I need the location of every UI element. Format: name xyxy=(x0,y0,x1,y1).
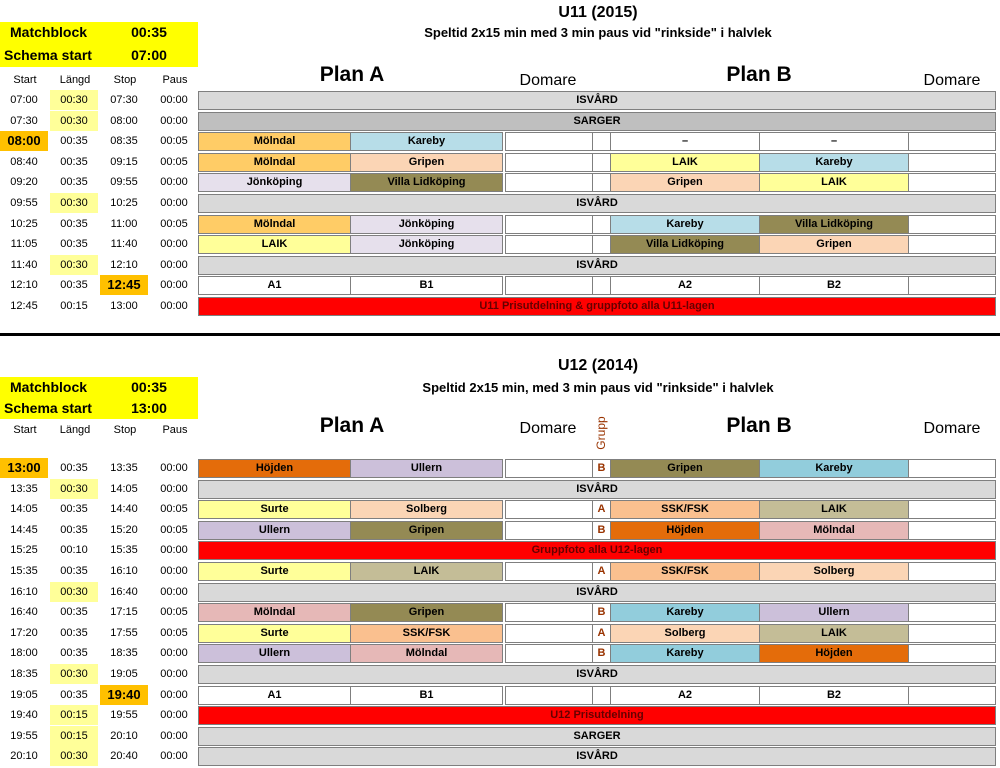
plan-a-team: Solberg xyxy=(350,500,503,519)
pause: 00:00 xyxy=(160,709,188,722)
start-time: 14:45 xyxy=(10,523,38,536)
u12-plan-b-heading: Plan B xyxy=(726,414,792,437)
u12-header-stop: Stop xyxy=(113,424,137,436)
pause: 00:00 xyxy=(160,114,188,127)
stop-time: 15:20 xyxy=(110,523,138,536)
referee-a-cell xyxy=(505,235,593,254)
group-cell xyxy=(592,173,611,192)
start-time: 07:00 xyxy=(10,94,38,106)
stop-time: 16:10 xyxy=(110,565,138,577)
plan-b-team: SSK/FSK xyxy=(610,562,760,581)
duration: 00:35 xyxy=(60,462,88,474)
u11-schema-value: 07:00 xyxy=(100,43,198,67)
plan-a-team: A1 xyxy=(198,276,351,295)
referee-a-cell xyxy=(505,215,593,234)
stop-time: 11:00 xyxy=(110,217,138,230)
referee-a-cell xyxy=(505,603,593,622)
full-width-event: ISVÅRD xyxy=(198,91,996,110)
referee-a-cell xyxy=(505,521,593,540)
u11-header-langd: Längd xyxy=(59,74,91,86)
plan-b-team: B2 xyxy=(759,686,909,705)
section-divider xyxy=(0,333,1000,336)
full-width-event: Gruppfoto alla U12-lagen xyxy=(198,541,996,560)
full-width-event: ISVÅRD xyxy=(198,583,996,602)
plan-b-team: Höjden xyxy=(610,521,760,540)
stop-time: 20:40 xyxy=(110,750,138,763)
group-cell: A xyxy=(592,562,611,581)
pause: 00:00 xyxy=(160,750,188,763)
u12-plan-a-heading: Plan A xyxy=(319,414,385,437)
start-time: 19:55 xyxy=(10,729,38,742)
stop-time: 16:40 xyxy=(110,585,138,598)
duration: 00:35 xyxy=(60,688,88,701)
plan-a-team: SSK/FSK xyxy=(350,624,503,643)
group-cell: B xyxy=(592,644,611,663)
u12-column-headers xyxy=(0,424,200,440)
start-time: 13:00 xyxy=(0,458,48,478)
plan-b-team: Villa Lidköping xyxy=(759,215,909,234)
plan-a-team: Gripen xyxy=(350,153,503,172)
duration: 00:35 xyxy=(60,238,88,251)
plan-b-team: Kareby xyxy=(610,215,760,234)
duration: 00:30 xyxy=(50,664,98,684)
plan-b-team: A2 xyxy=(610,276,760,295)
pause: 00:00 xyxy=(160,729,188,742)
plan-a-team: Surte xyxy=(198,624,351,643)
referee-a-cell xyxy=(505,686,593,705)
group-cell xyxy=(592,153,611,172)
duration: 00:10 xyxy=(60,544,88,557)
plan-a-team: B1 xyxy=(350,686,503,705)
u12-domare-a-heading: Domare xyxy=(519,420,577,437)
plan-b-team: – xyxy=(610,132,760,151)
duration: 00:35 xyxy=(60,176,88,189)
plan-a-team: Ullern xyxy=(198,644,351,663)
u12-grupp-heading xyxy=(592,410,610,456)
referee-b-cell xyxy=(908,686,996,705)
start-time: 18:00 xyxy=(10,647,38,660)
duration: 00:35 xyxy=(60,565,88,577)
group-cell xyxy=(592,686,611,705)
full-width-event: U12 Prisutdelning xyxy=(198,706,996,725)
duration: 00:35 xyxy=(60,279,88,292)
full-width-event: SARGER xyxy=(198,727,996,746)
group-cell: B xyxy=(592,459,611,478)
full-width-event: ISVÅRD xyxy=(198,747,996,766)
u11-title: U11 (2015) xyxy=(558,4,638,21)
plan-a-team: Mölndal xyxy=(198,215,351,234)
u11-schema-label: Schema start xyxy=(0,43,100,67)
stop-time: 17:55 xyxy=(110,626,138,639)
u11-subtitle: Speltid 2x15 min med 3 min paus vid "rinkside" i halvlek xyxy=(424,25,772,40)
referee-b-cell xyxy=(908,644,996,663)
pause: 00:00 xyxy=(160,647,188,660)
start-time: 11:40 xyxy=(10,258,38,271)
u12-header-langd: Längd xyxy=(59,424,91,436)
duration: 00:35 xyxy=(60,606,88,619)
u12-matchblock-label: Matchblock xyxy=(0,377,100,398)
referee-a-cell xyxy=(505,644,593,663)
referee-b-cell xyxy=(908,153,996,172)
stop-time: 15:35 xyxy=(110,544,138,557)
duration: 00:35 xyxy=(60,155,88,168)
pause: 00:05 xyxy=(160,155,188,168)
u12-title: U12 (2014) xyxy=(557,357,639,374)
u11-header-start: Start xyxy=(13,74,37,86)
duration: 00:30 xyxy=(50,582,98,602)
referee-a-cell xyxy=(505,132,593,151)
plan-b-team: A2 xyxy=(610,686,760,705)
plan-a-team: LAIK xyxy=(198,235,351,254)
plan-b-team: Solberg xyxy=(759,562,909,581)
pause: 00:05 xyxy=(160,503,188,516)
duration: 00:30 xyxy=(50,193,98,213)
start-time: 17:20 xyxy=(10,626,38,639)
plan-a-team: Mölndal xyxy=(350,644,503,663)
plan-b-team: LAIK xyxy=(759,173,909,192)
duration: 00:35 xyxy=(60,217,88,230)
u12-schema-value: 13:00 xyxy=(100,398,198,419)
u11-matchblock-value: 00:35 xyxy=(100,22,198,43)
group-cell: A xyxy=(592,500,611,519)
duration: 00:35 xyxy=(60,647,88,660)
pause: 00:05 xyxy=(160,217,188,230)
plan-a-team: Gripen xyxy=(350,603,503,622)
stop-time: 19:05 xyxy=(110,668,138,680)
referee-a-cell xyxy=(505,153,593,172)
stop-time: 08:00 xyxy=(110,114,138,127)
u11-column-headers xyxy=(0,74,200,90)
stop-time: 09:55 xyxy=(110,176,138,189)
pause: 00:00 xyxy=(160,462,188,474)
referee-a-cell xyxy=(505,276,593,295)
full-width-event: U11 Prisutdelning & gruppfoto alla U11-lagen xyxy=(198,297,996,316)
group-cell: B xyxy=(592,603,611,622)
duration: 00:35 xyxy=(60,503,88,516)
plan-b-team: SSK/FSK xyxy=(610,500,760,519)
stop-time: 11:40 xyxy=(110,238,138,251)
duration: 00:30 xyxy=(50,255,98,275)
start-time: 18:35 xyxy=(10,668,38,680)
plan-a-team: Jönköping xyxy=(350,235,503,254)
plan-b-team: Kareby xyxy=(610,603,760,622)
pause: 00:00 xyxy=(160,688,188,701)
referee-a-cell xyxy=(505,173,593,192)
plan-b-team: Kareby xyxy=(610,644,760,663)
pause: 00:00 xyxy=(160,94,188,106)
duration: 00:30 xyxy=(50,746,98,766)
group-cell xyxy=(592,132,611,151)
stop-time: 13:00 xyxy=(110,300,138,312)
referee-b-cell xyxy=(908,173,996,192)
plan-a-team: Jönköping xyxy=(350,215,503,234)
u11-plan-a-heading: Plan A xyxy=(319,63,385,86)
start-time: 09:20 xyxy=(10,176,38,189)
pause: 00:05 xyxy=(160,135,188,148)
stop-time: 14:40 xyxy=(110,503,138,516)
plan-a-team: Villa Lidköping xyxy=(350,173,503,192)
duration: 00:15 xyxy=(60,300,88,312)
group-cell xyxy=(592,215,611,234)
stop-time: 08:35 xyxy=(110,135,138,148)
plan-b-team: Kareby xyxy=(759,459,909,478)
stop-time: 07:30 xyxy=(110,94,138,106)
plan-a-team: Mölndal xyxy=(198,132,351,151)
start-time: 07:30 xyxy=(10,114,38,127)
referee-b-cell xyxy=(908,624,996,643)
stop-time: 12:45 xyxy=(100,275,148,295)
u11-header-stop: Stop xyxy=(113,74,137,86)
start-time: 15:35 xyxy=(10,565,38,577)
stop-time: 09:15 xyxy=(110,155,138,168)
duration: 00:15 xyxy=(50,705,98,725)
u11-domare-a-heading: Domare xyxy=(519,72,577,89)
plan-a-team: Mölndal xyxy=(198,153,351,172)
group-cell xyxy=(592,276,611,295)
pause: 00:00 xyxy=(160,197,188,209)
group-cell: A xyxy=(592,624,611,643)
plan-b-team: Solberg xyxy=(610,624,760,643)
referee-b-cell xyxy=(908,235,996,254)
pause: 00:00 xyxy=(160,585,188,598)
referee-b-cell xyxy=(908,132,996,151)
u12-grupp-label: Grupp xyxy=(594,416,608,450)
start-time: 19:05 xyxy=(10,688,38,701)
full-width-event: ISVÅRD xyxy=(198,194,996,213)
pause: 00:00 xyxy=(160,300,188,312)
full-width-event: ISVÅRD xyxy=(198,480,996,499)
start-time: 14:05 xyxy=(10,503,38,516)
plan-a-team: Surte xyxy=(198,500,351,519)
stop-time: 20:10 xyxy=(110,729,138,742)
plan-a-team: Gripen xyxy=(350,521,503,540)
duration: 00:30 xyxy=(50,90,98,110)
referee-a-cell xyxy=(505,624,593,643)
u11-domare-b-heading: Domare xyxy=(923,72,981,89)
u11-header-paus: Paus xyxy=(162,74,188,86)
stop-time: 18:35 xyxy=(110,647,138,660)
stop-time: 19:40 xyxy=(100,685,148,705)
start-time: 11:05 xyxy=(10,238,38,251)
duration: 00:30 xyxy=(50,479,98,499)
referee-b-cell xyxy=(908,215,996,234)
plan-b-team: Gripen xyxy=(759,235,909,254)
group-cell: B xyxy=(592,521,611,540)
full-width-event: ISVÅRD xyxy=(198,665,996,684)
plan-b-team: LAIK xyxy=(610,153,760,172)
stop-time: 17:15 xyxy=(110,606,138,619)
pause: 00:00 xyxy=(160,238,188,251)
u12-domare-b-heading: Domare xyxy=(923,420,981,437)
start-time: 16:10 xyxy=(10,585,38,598)
start-time: 19:40 xyxy=(10,709,38,722)
plan-b-team: Villa Lidköping xyxy=(610,235,760,254)
plan-b-team: LAIK xyxy=(759,624,909,643)
pause: 00:00 xyxy=(160,258,188,271)
referee-b-cell xyxy=(908,276,996,295)
plan-a-team: Jönköping xyxy=(198,173,351,192)
stop-time: 13:35 xyxy=(110,462,138,474)
referee-b-cell xyxy=(908,521,996,540)
u12-subtitle: Speltid 2x15 min, med 3 min paus vid "rinkside" i halvlek xyxy=(422,380,774,395)
start-time: 09:55 xyxy=(10,197,38,209)
plan-b-team: LAIK xyxy=(759,500,909,519)
plan-b-team: Mölndal xyxy=(759,521,909,540)
start-time: 20:10 xyxy=(10,750,38,763)
pause: 00:05 xyxy=(160,626,188,639)
plan-a-team: Ullern xyxy=(350,459,503,478)
stop-time: 14:05 xyxy=(110,482,138,495)
plan-b-team: Kareby xyxy=(759,153,909,172)
referee-a-cell xyxy=(505,562,593,581)
referee-a-cell xyxy=(505,500,593,519)
stop-time: 12:10 xyxy=(110,258,138,271)
plan-b-team: B2 xyxy=(759,276,909,295)
plan-b-team: Gripen xyxy=(610,459,760,478)
referee-b-cell xyxy=(908,500,996,519)
u12-header-start: Start xyxy=(13,424,37,436)
start-time: 16:40 xyxy=(10,606,38,619)
u11-plan-b-heading: Plan B xyxy=(726,63,792,86)
pause: 00:00 xyxy=(160,565,188,577)
pause: 00:00 xyxy=(160,482,188,495)
pause: 00:00 xyxy=(160,544,188,557)
start-time: 15:25 xyxy=(10,544,38,557)
group-cell xyxy=(592,235,611,254)
plan-a-team: Kareby xyxy=(350,132,503,151)
duration: 00:35 xyxy=(60,626,88,639)
referee-b-cell xyxy=(908,603,996,622)
duration: 00:30 xyxy=(50,111,98,131)
plan-a-team: Ullern xyxy=(198,521,351,540)
u12-schema-label: Schema start xyxy=(0,398,100,419)
full-width-event: SARGER xyxy=(198,112,996,131)
duration: 00:15 xyxy=(50,726,98,746)
start-time: 12:10 xyxy=(10,279,38,292)
stop-time: 19:55 xyxy=(110,709,138,722)
plan-b-team: Höjden xyxy=(759,644,909,663)
pause: 00:05 xyxy=(160,523,188,536)
duration: 00:35 xyxy=(60,135,88,148)
pause: 00:05 xyxy=(160,606,188,619)
plan-a-team: Höjden xyxy=(198,459,351,478)
start-time: 08:40 xyxy=(10,155,38,168)
referee-a-cell xyxy=(505,459,593,478)
referee-b-cell xyxy=(908,459,996,478)
referee-b-cell xyxy=(908,562,996,581)
stop-time: 10:25 xyxy=(110,197,138,209)
pause: 00:00 xyxy=(160,176,188,189)
plan-b-team: Gripen xyxy=(610,173,760,192)
plan-a-team: Surte xyxy=(198,562,351,581)
plan-b-team: – xyxy=(759,132,909,151)
duration: 00:35 xyxy=(60,523,88,536)
plan-b-team: Ullern xyxy=(759,603,909,622)
plan-a-team: Mölndal xyxy=(198,603,351,622)
start-time: 08:00 xyxy=(0,131,48,151)
pause: 00:00 xyxy=(160,279,188,292)
u11-matchblock-label: Matchblock xyxy=(0,22,100,43)
full-width-event: ISVÅRD xyxy=(198,256,996,275)
plan-a-team: LAIK xyxy=(350,562,503,581)
u12-header-paus: Paus xyxy=(162,424,188,436)
plan-a-team: A1 xyxy=(198,686,351,705)
u12-matchblock-value: 00:35 xyxy=(100,377,198,398)
start-time: 13:35 xyxy=(10,482,38,495)
start-time: 10:25 xyxy=(10,217,38,230)
plan-a-team: B1 xyxy=(350,276,503,295)
pause: 00:00 xyxy=(160,668,188,680)
start-time: 12:45 xyxy=(10,300,38,312)
